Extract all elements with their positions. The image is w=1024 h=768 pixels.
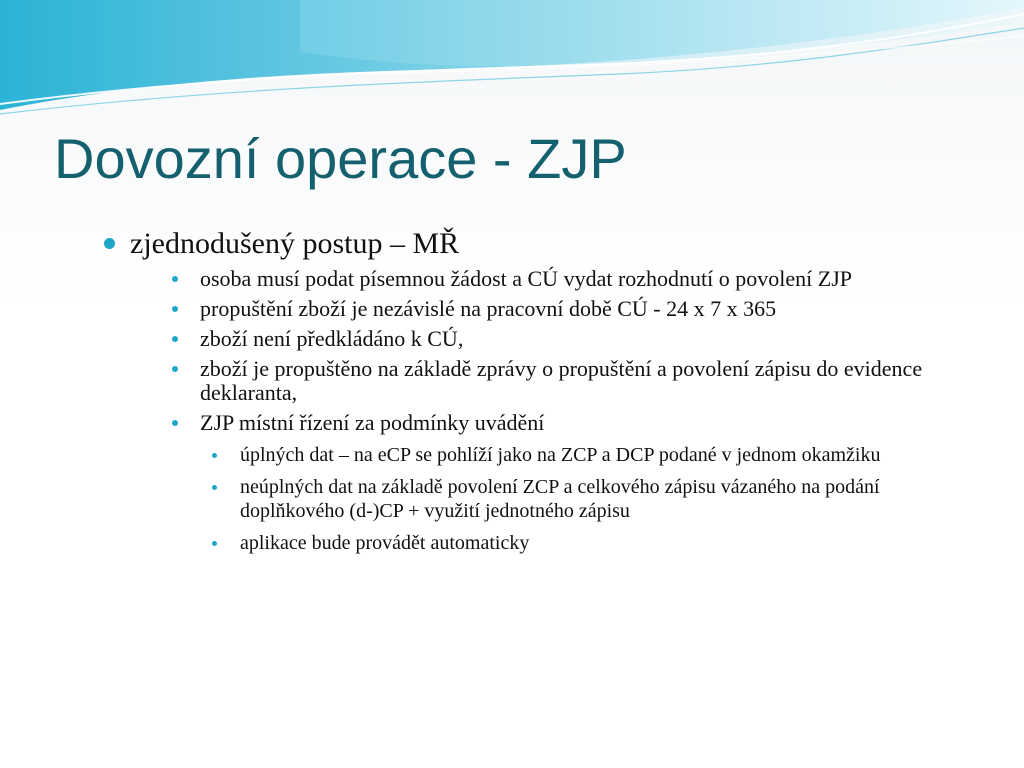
bullet-dot-icon xyxy=(104,238,115,249)
bullet-dot-icon xyxy=(172,420,178,426)
bullet-item-level3 xyxy=(212,443,960,467)
bullet-text: aplikace bude provádět automaticky xyxy=(240,532,530,554)
bullet-item-level3 xyxy=(212,531,960,555)
bullet-item-level2 xyxy=(170,297,960,321)
bullet-text: neúplných dat na základě povolení ZCP a celkového zápisu vázaného na podání doplňkového (d-)CP + využití jednotného zápisu xyxy=(240,476,880,522)
bullet-text: zboží není předkládáno k CÚ, xyxy=(200,326,464,351)
sub-sub-bullet-list xyxy=(212,443,960,555)
bullet-item-level2 xyxy=(170,267,960,291)
bullet-dot-icon xyxy=(172,366,178,372)
bullet-text: úplných dat – na eCP se pohlíží jako na ZCP a DCP podané v jednom okamžiku xyxy=(240,444,881,466)
slide-content xyxy=(100,226,960,563)
bullet-text: ZJP místní řízení za podmínky uvádění xyxy=(200,410,545,435)
bullet-dot-icon xyxy=(172,306,178,312)
bullet-dot-icon xyxy=(212,485,217,490)
bullet-item-level2 xyxy=(170,327,960,351)
bullet-item-level2 xyxy=(170,411,960,555)
bullet-item-level1 xyxy=(100,226,960,555)
bullet-item-level2 xyxy=(170,357,960,405)
bullet-dot-icon xyxy=(212,541,217,546)
wave-decoration xyxy=(0,0,1024,120)
bullet-text: zboží je propuštěno na základě zprávy o propuštění a povolení zápisu do evidence deklaranta, xyxy=(200,356,923,405)
bullet-list xyxy=(100,226,960,555)
sub-bullet-list xyxy=(170,267,960,555)
bullet-text: osoba musí podat písemnou žádost a CÚ vydat rozhodnutí o povolení ZJP xyxy=(200,266,852,291)
bullet-text: zjednodušený postup – MŘ xyxy=(130,227,460,260)
bullet-text: propuštění zboží je nezávislé na pracovní době CÚ - 24 x 7 x 365 xyxy=(200,296,777,321)
bullet-dot-icon xyxy=(172,276,178,282)
slide-title: Dovozní operace - ZJP xyxy=(54,127,627,190)
bullet-dot-icon xyxy=(172,336,178,342)
bullet-item-level3 xyxy=(212,475,960,523)
bullet-dot-icon xyxy=(212,453,217,458)
